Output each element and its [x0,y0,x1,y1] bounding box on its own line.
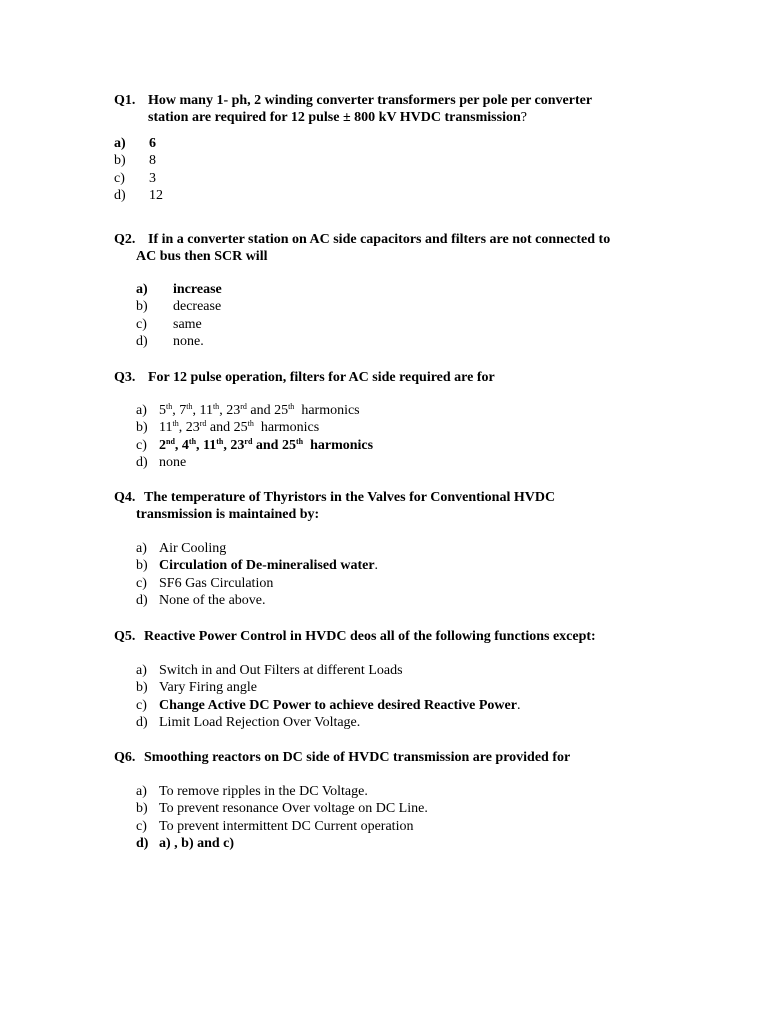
option-d: d) none [136,455,187,471]
question-5-text: Q5. Reactive Power Control in HVDC deos all of the following functions except: [114,629,596,644]
question-3 [114,369,674,472]
option-b: b) 11th, 23rd and 25th harmonics [136,419,320,436]
option-d: d) 12 [114,188,163,204]
question-4-text: Q4. The temperature of Thyristors in the Valves for Conventional HVDC transmission is maintained by: [114,490,556,522]
question-6 [114,749,674,853]
options-list [114,402,674,472]
question-number: Q5. [114,629,136,644]
question-number: Q2. [114,232,136,247]
question-2 [114,231,674,351]
option-c: c) To prevent intermittent DC Current operation [136,818,414,834]
option-d: d) None of the above. [136,593,266,609]
question-4 [114,489,674,610]
option-b: b) To prevent resonance Over voltage on DC Line. [136,801,428,817]
option-d: d) a) , b) and c) [136,836,235,852]
option-a: a) To remove ripples in the DC Voltage. [136,784,368,799]
question-number: Q1. [114,93,136,108]
question-number: Q6. [114,750,136,765]
option-c: c) SF6 Gas Circulation [136,575,274,591]
question-number: Q3. [114,370,136,385]
option-a: a) increase [136,282,222,297]
option-c: c) 2nd, 4th, 11th, 23rd and 25th harmonics [136,436,374,453]
question-1-text: Q1. How many 1- ph, 2 winding converter transformers per pole per converter station are required for 12 pulse ± 800 kV HVDC transmission? [114,93,593,125]
options-list [114,662,674,732]
option-a: a) Air Cooling [136,541,227,556]
option-d: d) none. [136,334,204,350]
option-d: d) Limit Load Rejection Over Voltage. [136,715,361,731]
option-a: a) 5th, 7th, 11th, 23rd and 25th harmonics [136,402,360,418]
option-c: c) Change Active DC Power to achieve desired Reactive Power. [136,697,521,713]
options-list [114,281,674,351]
question-2-text: Q2. If in a converter station on AC side capacitors and filters are not connected to AC bus then SCR will [114,232,611,264]
question-number: Q4. [114,490,136,505]
question-6-text: Q6. Smoothing reactors on DC side of HVDC transmission are provided for [114,750,571,765]
option-a: a) 6 [114,136,156,151]
question-3-text: Q3. For 12 pulse operation, filters for AC side required are for [114,370,495,385]
option-a: a) Switch in and Out Filters at different Loads [136,663,403,678]
option-b: b) Circulation of De-mineralised water. [136,558,379,574]
options-list [114,783,674,853]
option-b: b) Vary Firing angle [136,680,257,696]
question-5 [114,628,674,732]
option-c: c) 3 [114,170,156,186]
question-1 [114,92,674,205]
option-c: c) same [136,316,202,332]
options-list [114,540,674,610]
option-b: b) decrease [136,299,222,315]
option-b: b) 8 [114,153,156,169]
options-list [114,135,674,205]
